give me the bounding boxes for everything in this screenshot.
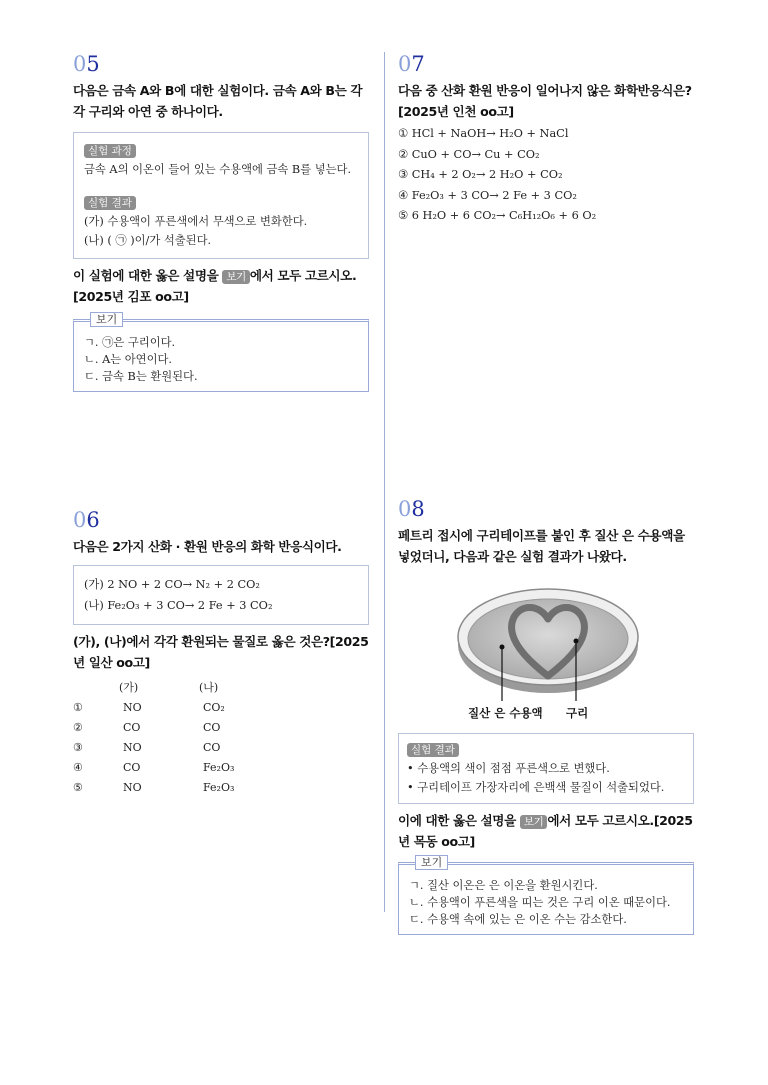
label-dot-right: [574, 639, 579, 644]
question-06: [73, 508, 369, 797]
bogi-title: 보기: [90, 312, 123, 327]
answer-row[interactable]: ④ CO Fe₂O₃: [73, 760, 235, 774]
bogi-title: 보기: [415, 855, 448, 870]
result-a: (가) 수용액이 푸른색에서 무색으로 변화한다.: [84, 215, 308, 228]
question-intro: 페트리 접시에 구리테이프를 붙인 후 질산 은 수용액을 넣었더니, 다음과 같은 실험 결과가 나왔다.: [398, 528, 685, 564]
question-number: 06: [73, 508, 100, 532]
bogi-box: [73, 313, 369, 392]
question-intro: 다음은 금속 A와 B에 대한 실험이다. 금속 A와 B는 각각 구리와 아연 중 하나이다.: [73, 83, 363, 119]
bogi-item: ㄴ. 수용액이 푸른색을 띠는 것은 구리 이온 때문이다.: [409, 896, 671, 909]
question-intro: 다음은 2가지 산화 · 환원 반응의 화학 반응식이다.: [73, 539, 342, 554]
label-copper: 구리: [566, 706, 589, 720]
option-4[interactable]: ④ Fe₂O₃ + 3 CO→ 2 Fe + 3 CO₂: [398, 188, 577, 202]
option-1[interactable]: ① HCl + NaOH→ H₂O + NaCl: [398, 127, 569, 140]
question-07: [398, 52, 694, 227]
question-number: 07: [398, 52, 425, 76]
result-2: • 구리테이프 가장자리에 은백색 물질이 석출되었다.: [407, 781, 665, 794]
petri-dish-figure: [398, 573, 694, 725]
column-divider: [384, 52, 385, 912]
question-prompt: (가), (나)에서 각각 환원되는 물질로 옳은 것은?[2025년 일산 oo고]: [73, 634, 369, 670]
answer-row[interactable]: ⑤ NO Fe₂O₃: [73, 780, 235, 794]
option-2[interactable]: ② CuO + CO→ Cu + CO₂: [398, 147, 540, 161]
question-number: 08: [398, 497, 425, 521]
result-tag: 실험 결과: [84, 196, 136, 210]
option-5[interactable]: ⑤ 6 H₂O + 6 CO₂→ C₆H₁₂O₆ + 6 O₂: [398, 209, 597, 222]
bogi-item: ㄱ. ㉠은 구리이다.: [84, 336, 176, 349]
column-header-a: (가): [119, 681, 139, 694]
question-prompt: 이 실험에 대한 옳은 설명을 보기 에서 모두 고르시오.[2025년 김포 oo고]: [73, 268, 357, 304]
answer-table: [73, 677, 289, 797]
bogi-box: [398, 856, 694, 935]
question-prompt: 이에 대한 옳은 설명을 보기 에서 모두 고르시오.[2025년 목동 oo고]: [398, 813, 693, 849]
equation-a: (가) 2 NO + 2 CO→ N₂ + 2 CO₂: [84, 578, 260, 591]
question-05: [73, 52, 369, 392]
petri-dish-image: [398, 573, 694, 703]
option-3[interactable]: ③ CH₄ + 2 O₂→ 2 H₂O + CO₂: [398, 168, 563, 181]
result-box: [398, 733, 694, 804]
label-silver-nitrate: 질산 은 수용액: [468, 706, 543, 720]
answer-row[interactable]: ③ NO CO: [73, 740, 221, 754]
question-08: [398, 497, 694, 935]
answer-row[interactable]: ① NO CO₂: [73, 700, 225, 714]
bogi-item: ㄱ. 질산 이온은 은 이온을 환원시킨다.: [409, 879, 598, 892]
bogi-item: ㄴ. A는 아연이다.: [84, 353, 172, 366]
bogi-item: ㄷ. 수용액 속에 있는 은 이온 수는 감소한다.: [409, 913, 627, 926]
column-header-b: (나): [199, 681, 219, 694]
dish-solution: [468, 599, 628, 679]
result-1: • 수용액의 색이 점점 푸른색으로 변했다.: [407, 762, 610, 775]
experiment-box: [73, 132, 369, 259]
equation-box: [73, 565, 369, 625]
label-dot-left: [500, 645, 505, 650]
bogi-item: ㄷ. 금속 B는 환원된다.: [84, 370, 198, 383]
process-text: 금속 A의 이온이 들어 있는 수용액에 금속 B를 넣는다.: [84, 163, 352, 176]
bogi-tag: 보기: [520, 815, 548, 829]
question-number: 05: [73, 52, 100, 76]
process-tag: 실험 과정: [84, 144, 136, 158]
question-prompt: 다음 중 산화 환원 반응이 일어나지 않은 화학반응식은?[2025년 인천 oo고]: [398, 83, 692, 119]
equation-b: (나) Fe₂O₃ + 3 CO→ 2 Fe + 3 CO₂: [84, 599, 273, 612]
result-tag: 실험 결과: [407, 743, 459, 757]
bogi-tag: 보기: [222, 270, 250, 284]
result-b: (나) ( ㉠ )이/가 석출된다.: [84, 234, 212, 247]
answer-row[interactable]: ② CO CO: [73, 720, 221, 734]
